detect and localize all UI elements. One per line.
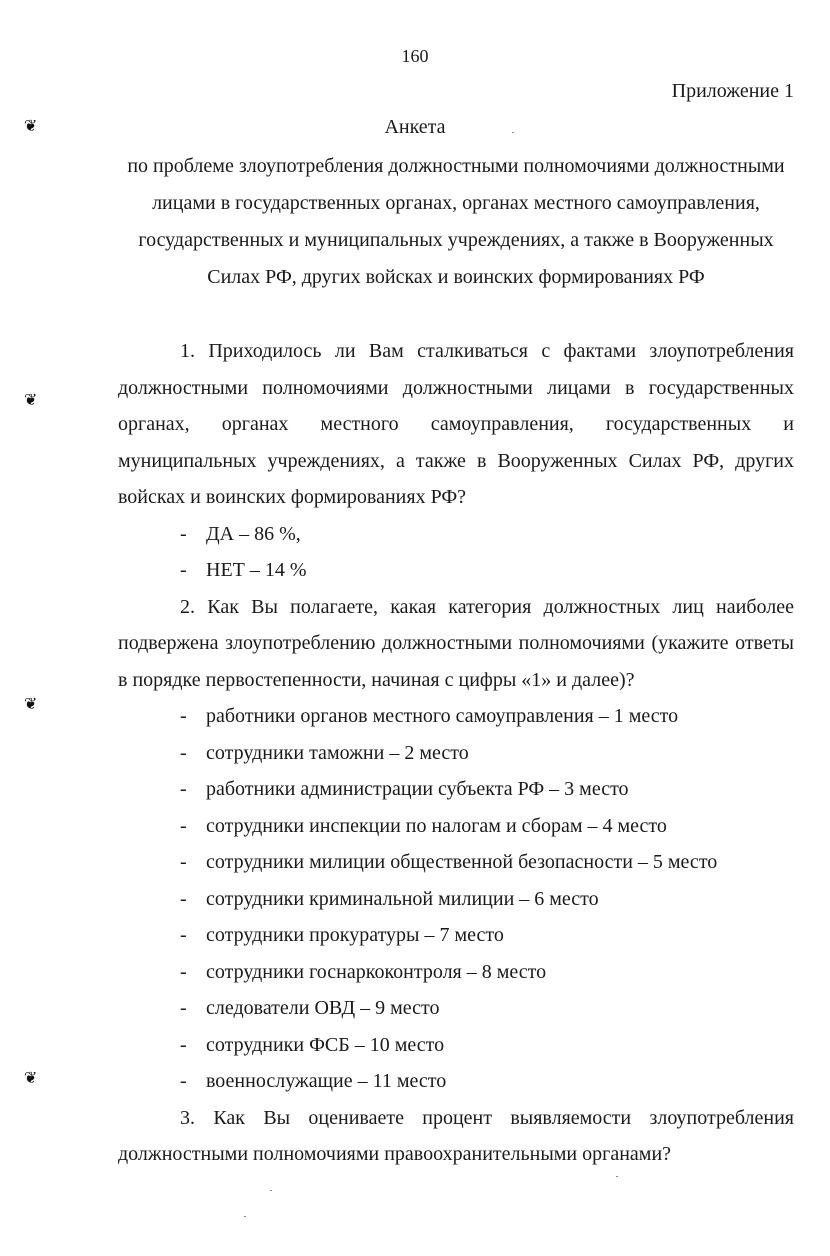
question-2: 2. Как Вы полагаете, какая категория должностных лиц наиболее подвержена злоупотреблению должностными полномочиями (укажите ответы в порядке первостепенности, начиная с цифры «1» и далее)? (118, 595, 794, 691)
appendix-label: Приложение 1 (671, 80, 794, 102)
answer-text: сотрудники милиции общественной безопасности – 5 место (206, 851, 718, 873)
answer-item (118, 552, 794, 589)
scan-speck (616, 1176, 618, 1177)
question-1: 1. Приходилось ли Вам сталкиваться с фактами злоупотребления должностными полномочиями должностными лицами в государственных органах, органах местного самоуправления, государственных и муниципальных учреждениях, а также в Вооруженных Силах РФ, других войсках и воинских формированиях РФ? (118, 340, 794, 508)
list-dash: - (180, 851, 187, 873)
question-1-answers (118, 516, 794, 589)
answer-text: сотрудники инспекции по налогам и сборам – 4 место (206, 814, 667, 837)
answer-item (118, 808, 794, 845)
document-title: Анкета (384, 116, 446, 138)
answer-text: ДА – 86 %, (206, 522, 301, 545)
answer-item (118, 954, 794, 991)
list-dash: - (180, 924, 187, 946)
answer-text: сотрудники криминальной милиции – 6 место (206, 887, 599, 910)
answer-item (118, 990, 794, 1027)
list-dash: - (180, 960, 187, 983)
answer-text: военнослужащие – 11 место (206, 1070, 447, 1092)
list-dash: - (180, 741, 187, 764)
subtitle-line: государственных и муниципальных учреждениях, а также в Вооруженных (138, 229, 774, 251)
answer-text: НЕТ – 14 % (206, 559, 307, 581)
answer-text: сотрудники прокуратуры – 7 место (206, 924, 504, 946)
binding-hole-mark: ❦ (24, 392, 38, 409)
scan-speck (244, 1216, 246, 1217)
binding-hole-mark: ❦ (24, 118, 38, 135)
answer-item (118, 881, 794, 918)
subtitle-line: лицами в государственных органах, органах местного самоуправления, (152, 192, 760, 214)
list-dash: - (180, 705, 187, 727)
answer-item (118, 917, 794, 954)
list-dash: - (180, 522, 187, 545)
list-dash: - (180, 1070, 187, 1092)
list-dash: - (180, 997, 187, 1019)
answer-text: следователи ОВД – 9 место (206, 997, 440, 1019)
answer-item (118, 771, 794, 808)
binding-hole-mark: ❦ (24, 696, 38, 713)
list-dash: - (180, 559, 187, 581)
answer-text: сотрудники ФСБ – 10 место (206, 1033, 445, 1056)
question-2-answers (118, 698, 794, 1100)
answer-text: работники администрации субъекта РФ – 3 место (206, 778, 629, 800)
document-subtitle (118, 148, 794, 296)
answer-item (118, 844, 794, 881)
answer-text: сотрудники таможни – 2 место (206, 741, 469, 764)
subtitle-line: по проблеме злоупотребления должностными полномочиями должностными (127, 155, 785, 177)
answer-text: работники органов местного самоуправления – 1 место (206, 705, 679, 727)
questionnaire-body (118, 333, 794, 1173)
list-dash: - (180, 887, 187, 910)
scan-speck (512, 132, 514, 133)
list-dash: - (180, 778, 187, 800)
list-dash: - (180, 1033, 187, 1056)
answer-item (118, 1063, 794, 1100)
subtitle-line: Силах РФ, других войсках и воинских формированиях РФ (207, 266, 705, 288)
list-dash: - (180, 814, 187, 837)
scan-speck (270, 1190, 272, 1191)
answer-item (118, 516, 794, 553)
binding-hole-mark: ❦ (24, 1070, 38, 1087)
answer-item (118, 1027, 794, 1064)
question-3: 3. Как Вы оцениваете процент выявляемости злоупотребления должностными полномочиями правоохранительными органами? (118, 1106, 794, 1165)
answer-item (118, 698, 794, 735)
answer-item (118, 735, 794, 772)
page-number: 160 (401, 46, 429, 66)
answer-text: сотрудники госнаркоконтроля – 8 место (206, 960, 547, 983)
